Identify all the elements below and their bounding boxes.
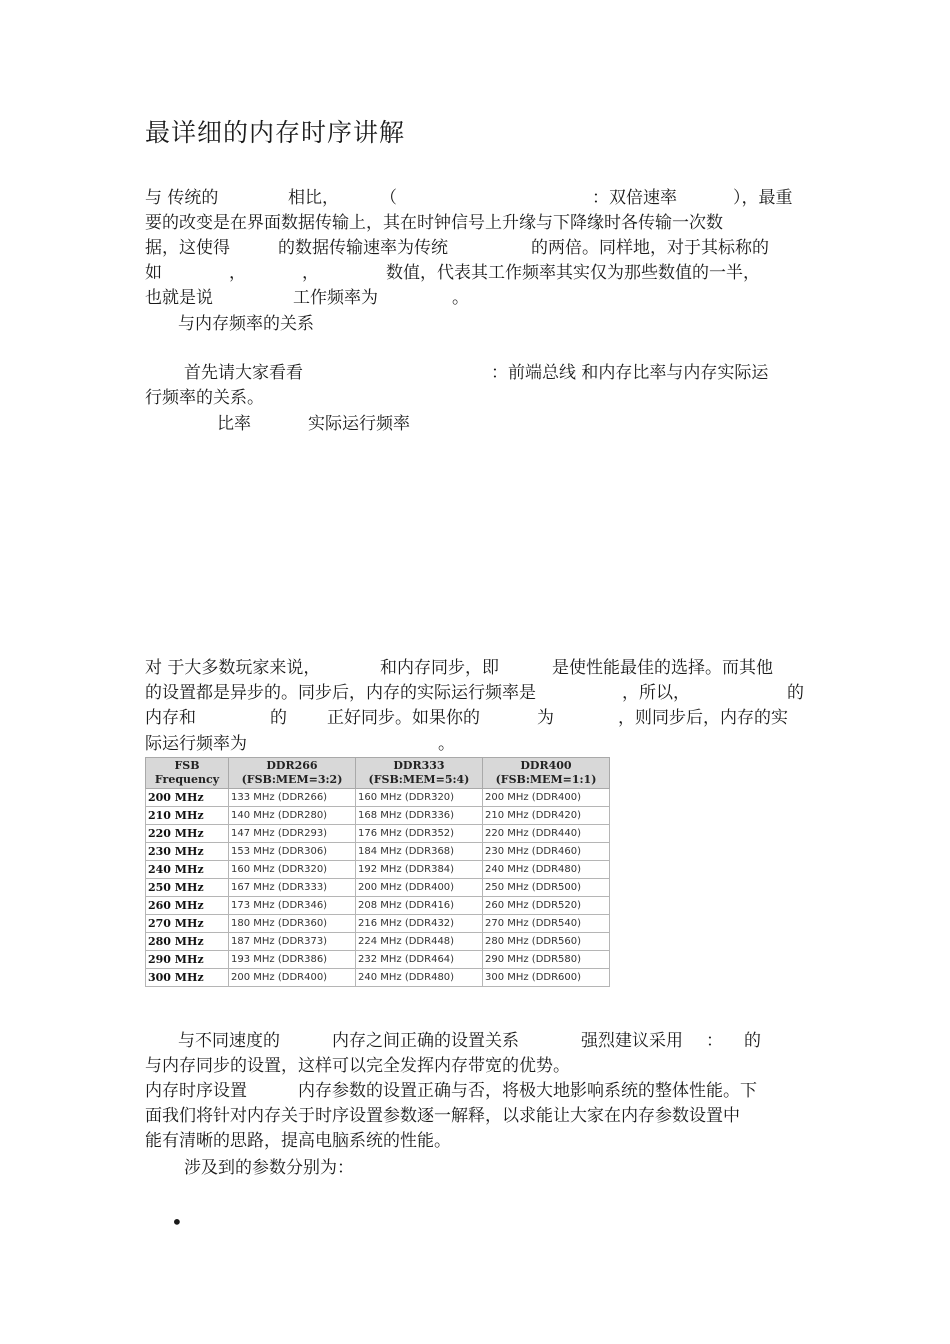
- section-heading-memory-frequency: 与内存频率的关系: [178, 314, 314, 334]
- p3-line3-a: 内存和: [145, 708, 196, 728]
- table-cell: 192 MHz (DDR384): [355, 861, 482, 879]
- p1-line4-c: ，: [302, 263, 319, 283]
- table-cell: 180 MHz (DDR360): [229, 915, 356, 933]
- table-cell: 208 MHz (DDR416): [355, 897, 482, 915]
- p1-line4-b: ，: [229, 263, 246, 283]
- table-cell: 260 MHz (DDR520): [482, 897, 609, 915]
- p3-line1-c: 是使性能最佳的选择。而其他: [552, 658, 773, 678]
- p3-line4-a: 际运行频率为: [145, 734, 247, 754]
- table-row: [146, 951, 610, 969]
- table-row: [146, 933, 610, 951]
- p4-line1-d: ：: [706, 1031, 723, 1051]
- p3-line2-a: 的设置都是异步的。同步后，内存的实际运行频率是: [145, 683, 536, 703]
- p1-line1-a: 与 传统的: [145, 188, 219, 208]
- p2-line2: 行频率的关系。: [145, 388, 264, 408]
- table-row: [146, 915, 610, 933]
- table-cell: 290 MHz (DDR580): [482, 951, 609, 969]
- p6-line1: 涉及到的参数分别为：: [184, 1158, 354, 1178]
- table-cell: 240 MHz (DDR480): [355, 969, 482, 987]
- table-row: [146, 825, 610, 843]
- table-cell: 160 MHz (DDR320): [355, 789, 482, 807]
- fsb-cell: 210 MHz: [146, 807, 229, 825]
- p3-line4-b: 。: [438, 734, 455, 754]
- table-row: [146, 789, 610, 807]
- fsb-cell: 300 MHz: [146, 969, 229, 987]
- table-cell: 193 MHz (DDR386): [229, 951, 356, 969]
- table-cell: 184 MHz (DDR368): [355, 843, 482, 861]
- table-cell: 270 MHz (DDR540): [482, 915, 609, 933]
- table-cell: 200 MHz (DDR400): [355, 879, 482, 897]
- fsb-cell: 290 MHz: [146, 951, 229, 969]
- fsb-cell: 280 MHz: [146, 933, 229, 951]
- p3-line1-a: 对 于大多数玩家来说，: [145, 658, 321, 678]
- fsb-cell: 200 MHz: [146, 789, 229, 807]
- header-fsb-frequency: FSB Frequency: [146, 758, 229, 789]
- table-cell: 210 MHz (DDR420): [482, 807, 609, 825]
- table-cell: 187 MHz (DDR373): [229, 933, 356, 951]
- p3-line2-c: 的: [787, 683, 804, 703]
- table-row: [146, 843, 610, 861]
- p1-line1-b: 相比，: [288, 188, 339, 208]
- table-cell: 280 MHz (DDR560): [482, 933, 609, 951]
- table-cell: 240 MHz (DDR480): [482, 861, 609, 879]
- table-cell: 160 MHz (DDR320): [229, 861, 356, 879]
- header-ddr266: DDR266 (FSB:MEM=3:2): [229, 758, 356, 789]
- p5-line3: 能有清晰的思路，提高电脑系统的性能。: [145, 1131, 451, 1151]
- p1-line2: 要的改变是在界面数据传输上，其在时钟信号上升缘与下降缘时各传输一次数: [145, 213, 723, 233]
- table-cell: 147 MHz (DDR293): [229, 825, 356, 843]
- p2-line3-a: 比率: [217, 414, 251, 434]
- table-cell: 153 MHz (DDR306): [229, 843, 356, 861]
- table-cell: 250 MHz (DDR500): [482, 879, 609, 897]
- p2-line3-b: 实际运行频率: [308, 414, 410, 434]
- p1-line3-b: 的数据传输速率为传统: [278, 238, 448, 258]
- fsb-cell: 230 MHz: [146, 843, 229, 861]
- p5-line1-b: 内存参数的设置正确与否，将极大地影响系统的整体性能。下: [298, 1081, 757, 1101]
- p1-line5-c: 。: [452, 288, 469, 308]
- p3-line2-b: ，所以，: [622, 683, 690, 703]
- table-row: [146, 879, 610, 897]
- p1-line4-d: 数值，代表其工作频率其实仅为那些数值的一半，: [386, 263, 760, 283]
- table-cell: 300 MHz (DDR600): [482, 969, 609, 987]
- p4-line1-a: 与不同速度的: [178, 1031, 280, 1051]
- p1-line5-b: 工作频率为: [293, 288, 378, 308]
- p5-line1-a: 内存时序设置: [145, 1081, 247, 1101]
- p4-line1-e: 的: [744, 1031, 761, 1051]
- p4-line1-b: 内存之间正确的设置关系: [332, 1031, 519, 1051]
- header-ddr333: DDR333 (FSB:MEM=5:4): [355, 758, 482, 789]
- table-cell: 173 MHz (DDR346): [229, 897, 356, 915]
- p4-line2: 与内存同步的设置，这样可以完全发挥内存带宽的优势。: [145, 1056, 570, 1076]
- table-row: [146, 897, 610, 915]
- p1-line3-c: 的两倍。同样地，对于其标称的: [531, 238, 769, 258]
- table-row: [146, 861, 610, 879]
- fsb-cell: 250 MHz: [146, 879, 229, 897]
- fsb-memory-frequency-table: [145, 757, 610, 987]
- p1-line1-e: ），最重: [733, 188, 793, 208]
- p1-line5-a: 也就是说: [145, 288, 213, 308]
- bullet-marker: •: [171, 1210, 183, 1234]
- table-cell: 168 MHz (DDR336): [355, 807, 482, 825]
- p2-line1-b: ：前端总线 和内存比率与内存实际运: [491, 363, 769, 383]
- table-cell: 216 MHz (DDR432): [355, 915, 482, 933]
- fsb-cell: 260 MHz: [146, 897, 229, 915]
- p3-line3-b: 的: [270, 708, 287, 728]
- p1-line1-c: （: [380, 188, 397, 208]
- p3-line3-d: 为: [537, 708, 554, 728]
- table-row: [146, 969, 610, 987]
- fsb-cell: 240 MHz: [146, 861, 229, 879]
- header-ddr400: DDR400 (FSB:MEM=1:1): [482, 758, 609, 789]
- table-cell: 224 MHz (DDR448): [355, 933, 482, 951]
- fsb-cell: 220 MHz: [146, 825, 229, 843]
- p3-line3-e: ，则同步后，内存的实: [618, 708, 788, 728]
- table-cell: 176 MHz (DDR352): [355, 825, 482, 843]
- table-cell: 200 MHz (DDR400): [229, 969, 356, 987]
- p3-line1-b: 和内存同步，即: [380, 658, 499, 678]
- table-cell: 230 MHz (DDR460): [482, 843, 609, 861]
- table-header-row: [146, 758, 610, 789]
- page-title: 最详细的内存时序讲解: [145, 118, 406, 147]
- table-cell: 220 MHz (DDR440): [482, 825, 609, 843]
- p1-line1-d: ：双倍速率: [592, 188, 677, 208]
- p5-line2: 面我们将针对内存关于时序设置参数逐一解释，以求能让大家在内存参数设置中: [145, 1106, 740, 1126]
- p2-line1-a: 首先请大家看看: [184, 363, 303, 383]
- table-cell: 133 MHz (DDR266): [229, 789, 356, 807]
- table-row: [146, 807, 610, 825]
- table-cell: 140 MHz (DDR280): [229, 807, 356, 825]
- p1-line4-a: 如: [145, 263, 162, 283]
- p1-line3-a: 据，这使得: [145, 238, 230, 258]
- table-cell: 200 MHz (DDR400): [482, 789, 609, 807]
- fsb-cell: 270 MHz: [146, 915, 229, 933]
- p4-line1-c: 强烈建议采用: [581, 1031, 683, 1051]
- table-cell: 232 MHz (DDR464): [355, 951, 482, 969]
- p3-line3-c: 正好同步。如果你的: [327, 708, 480, 728]
- table-cell: 167 MHz (DDR333): [229, 879, 356, 897]
